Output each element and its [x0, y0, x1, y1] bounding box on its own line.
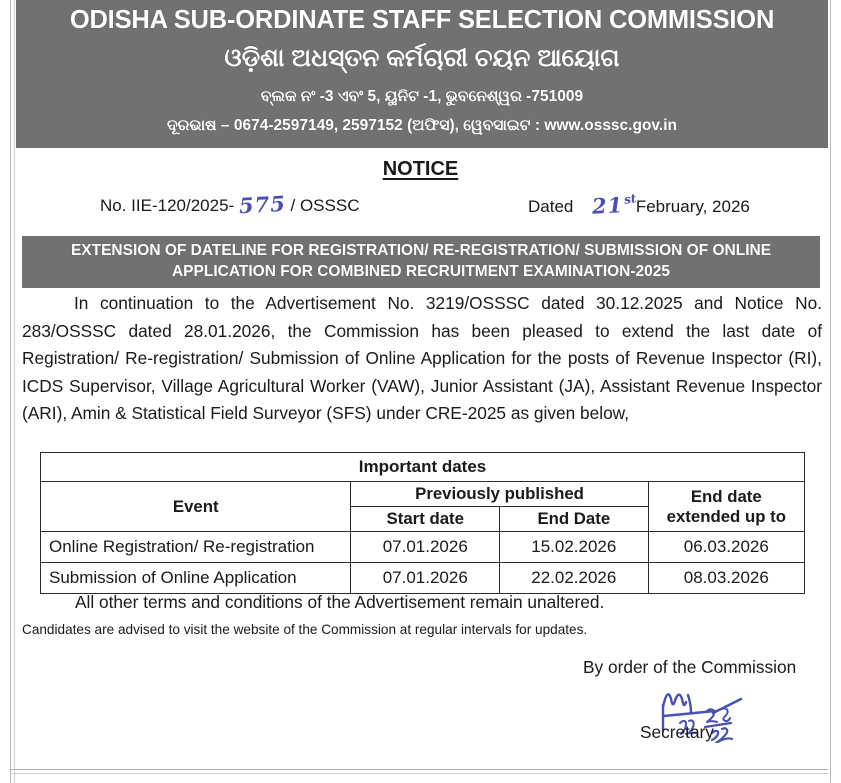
row-1-start-date: 07.01.2026 [351, 563, 500, 594]
column-header-event: Event [41, 482, 351, 532]
date-month-year: February, 2026 [635, 197, 750, 216]
closing-statement: All other terms and conditions of the Advertisement remain unaltered. [75, 592, 605, 612]
reference-number-prefix: No. IIE-120/2025- [100, 196, 235, 215]
row-1-extended-to: 08.03.2026 [648, 563, 804, 594]
page-frame-bottom-inner-border [10, 773, 828, 774]
reference-number-handwritten: 575 [238, 190, 287, 219]
row-1-end-date: 22.02.2026 [500, 563, 649, 594]
reference-number-suffix: / OSSSC [290, 196, 360, 215]
designation-secretary: Secretary [640, 722, 714, 742]
signoff-text: By order of the Commission [583, 657, 797, 677]
row-0-start-date: 07.01.2026 [351, 532, 500, 563]
column-header-end-date: End Date [500, 507, 649, 532]
reference-date-group [528, 192, 750, 218]
column-header-start-date: Start date [351, 507, 500, 532]
notice-heading: NOTICE [382, 158, 459, 180]
important-dates-table [40, 452, 805, 594]
organization-name-english: ODISHA SUB-ORDINATE STAFF SELECTION COMMISSION [69, 6, 775, 34]
page-frame-right-border [830, 0, 831, 783]
page-frame-left-border [10, 0, 11, 783]
body-paragraph-text: In continuation to the Advertisement No. 3219/OSSSC dated 30.12.2025 and Notice No. 283/OSSSC dated 28.01.2026, the Commission has been pleased to extend the last date of Registration/ Re-registration/ Submission of Online Application for the posts of Revenue Inspector (RI), ICDS Supervisor, Village Agricultural Worker (VAW), Junior Assistant (JA), Assistant Revenue Inspector (ARI), Amin & Statistical Field Surveyor (SFS) under CRE-2025 as given below, [22, 293, 822, 423]
row-0-event: Online Registration/ Re-registration [41, 532, 351, 563]
reference-line [0, 192, 841, 222]
date-day-handwritten: 21 [591, 192, 625, 219]
column-header-end-date-extended: End date extended up to [648, 482, 804, 532]
table-title: Important dates [41, 453, 805, 482]
table-row [41, 532, 805, 563]
table-header-row-1 [41, 482, 805, 507]
page-frame-bottom-border [10, 769, 828, 770]
table-title-row [41, 453, 805, 482]
row-0-end-date: 15.02.2026 [500, 532, 649, 563]
masthead-banner [16, 0, 828, 148]
body-paragraph [22, 290, 822, 428]
reference-number-group [100, 192, 359, 217]
date-day-ordinal-handwritten: st [622, 191, 637, 207]
organization-name-odia: ଓଡ଼ିଶା ଅଧସ୍ତନ କର୍ମଚାରୀ ଚୟନ ଆୟୋଗ [224, 43, 620, 72]
advisory-note: Candidates are advised to visit the website of the Commission at regular intervals for updates. [22, 622, 588, 637]
column-group-header-previously-published: Previously published [351, 482, 648, 507]
table-row [41, 563, 805, 594]
date-label: Dated [528, 197, 574, 216]
organization-address: ବ୍ଲକ ନଂ -3 ଏବଂ 5, ୟୁନିଟ -1, ଭୁବନେଶ୍ୱର -751009 [260, 88, 584, 106]
organization-contact: ଦୂରଭାଷ – 0674-2597149, 2597152 (ଅଫିସ), ୱେବସାଇଟ : www.osssc.gov.in [167, 116, 677, 134]
page-frame-left-inner-border [14, 0, 15, 783]
subject-banner: EXTENSION OF DATELINE FOR REGISTRATION/ RE-REGISTRATION/ SUBMISSION OF ONLINE APPLICATION FOR COMBINED RECRUITMENT EXAMINATION-2025 [22, 236, 820, 288]
row-0-extended-to: 06.03.2026 [648, 532, 804, 563]
row-1-event: Submission of Online Application [41, 563, 351, 594]
